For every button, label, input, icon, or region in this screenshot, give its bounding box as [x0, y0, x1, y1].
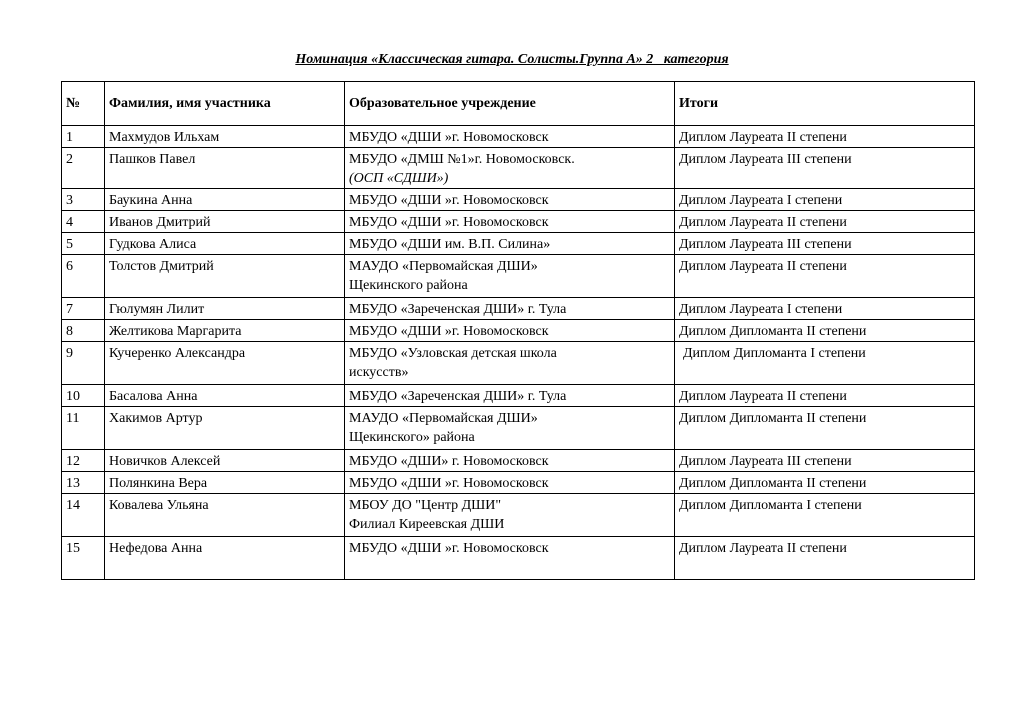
institution [345, 385, 675, 407]
institution-line: Филиал Киреевская ДШИ [349, 517, 505, 532]
institution-line: Щекинского» района [349, 430, 475, 445]
table-row [62, 342, 975, 385]
institution-line: МАУДО «Первомайская ДШИ» [349, 411, 538, 426]
institution [345, 472, 675, 494]
result: Диплом Лауреата I степени [675, 189, 975, 211]
table-row [62, 385, 975, 407]
row-num: 6 [62, 255, 105, 298]
institution-line: искусств» [349, 365, 409, 380]
participant-name: Желтикова Маргарита [105, 320, 345, 342]
institution [345, 233, 675, 255]
result: Диплом Лауреата II степени [675, 126, 975, 148]
row-num: 3 [62, 189, 105, 211]
result: Диплом Дипломанта II степени [675, 320, 975, 342]
result: Диплом Дипломанта II степени [675, 407, 975, 450]
table-row [62, 298, 975, 320]
row-num: 13 [62, 472, 105, 494]
institution-line: МБУДО «ДШИ »г. Новомосковск [349, 324, 549, 339]
header-num: № [62, 82, 105, 126]
participant-name: Гюлумян Лилит [105, 298, 345, 320]
participant-name: Толстов Дмитрий [105, 255, 345, 298]
table-row [62, 537, 975, 580]
row-num: 10 [62, 385, 105, 407]
result: Диплом Дипломанта I степени [675, 342, 975, 385]
table-row [62, 148, 975, 189]
row-num: 5 [62, 233, 105, 255]
institution-line: МБУДО «ДШИ »г. Новомосковск [349, 215, 549, 230]
institution [345, 320, 675, 342]
institution-line: МБУДО «Зареченская ДШИ» г. Тула [349, 302, 567, 317]
participant-name: Новичков Алексей [105, 450, 345, 472]
result: Диплом Лауреата II степени [675, 211, 975, 233]
institution [345, 126, 675, 148]
table-row [62, 189, 975, 211]
institution [345, 255, 675, 298]
result: Диплом Лауреата III степени [675, 148, 975, 189]
participant-name: Баукина Анна [105, 189, 345, 211]
institution-line: МБУДО «ДШИ» г. Новомосковск [349, 454, 549, 469]
institution-line: МАУДО «Первомайская ДШИ» [349, 259, 538, 274]
institution [345, 189, 675, 211]
result: Диплом Лауреата I степени [675, 298, 975, 320]
row-num: 1 [62, 126, 105, 148]
institution [345, 494, 675, 537]
table-row [62, 320, 975, 342]
institution-line: МБОУ ДО "Центр ДШИ" [349, 498, 502, 513]
institution [345, 407, 675, 450]
participant-name: Гудкова Алиса [105, 233, 345, 255]
result: Диплом Лауреата III степени [675, 450, 975, 472]
row-num: 8 [62, 320, 105, 342]
result: Диплом Лауреата II степени [675, 255, 975, 298]
result: Диплом Дипломанта I степени [675, 494, 975, 537]
header-name: Фамилия, имя участника [105, 82, 345, 126]
institution [345, 298, 675, 320]
participant-name: Нефедова Анна [105, 537, 345, 580]
table-row [62, 472, 975, 494]
table-header-row [62, 82, 975, 126]
row-num: 11 [62, 407, 105, 450]
participant-name: Полянкина Вера [105, 472, 345, 494]
institution [345, 537, 675, 580]
table-row [62, 211, 975, 233]
institution-line: МБУДО «ДШИ »г. Новомосковск [349, 541, 549, 556]
participant-name: Басалова Анна [105, 385, 345, 407]
participant-name: Иванов Дмитрий [105, 211, 345, 233]
result: Диплом Лауреата II степени [675, 385, 975, 407]
results-table [61, 81, 975, 580]
participant-name: Кучеренко Александра [105, 342, 345, 385]
institution-line: МБУДО «ДШИ »г. Новомосковск [349, 476, 549, 491]
institution [345, 148, 675, 189]
institution-line: МБУДО «ДМШ №1»г. Новомосковск. [349, 152, 575, 167]
participant-name: Ковалева Ульяна [105, 494, 345, 537]
institution [345, 211, 675, 233]
institution-line: МБУДО «ДШИ »г. Новомосковск [349, 130, 549, 145]
institution [345, 450, 675, 472]
result: Диплом Дипломанта II степени [675, 472, 975, 494]
table-row [62, 126, 975, 148]
table-row [62, 494, 975, 537]
row-num: 12 [62, 450, 105, 472]
participant-name: Махмудов Ильхам [105, 126, 345, 148]
institution-line-italic: (ОСП «СДШИ») [349, 171, 449, 186]
result: Диплом Лауреата III степени [675, 233, 975, 255]
institution-line: МБУДО «ДШИ »г. Новомосковск [349, 193, 549, 208]
header-institution: Образовательное учреждение [345, 82, 675, 126]
row-num: 9 [62, 342, 105, 385]
institution [345, 342, 675, 385]
table-row [62, 450, 975, 472]
page-title: Номинация «Классическая гитара. Солисты.Группа А» 2 категория [295, 52, 729, 67]
institution-line: МБУДО «ДШИ им. В.П. Силина» [349, 237, 551, 252]
participant-name: Хакимов Артур [105, 407, 345, 450]
row-num: 15 [62, 537, 105, 580]
table-row [62, 407, 975, 450]
institution-line: Щекинского района [349, 278, 468, 293]
row-num: 4 [62, 211, 105, 233]
institution-line: МБУДО «Узловская детская школа [349, 346, 557, 361]
table-row [62, 233, 975, 255]
result: Диплом Лауреата II степени [675, 537, 975, 580]
row-num: 14 [62, 494, 105, 537]
row-num: 7 [62, 298, 105, 320]
header-result: Итоги [675, 82, 975, 126]
table-row [62, 255, 975, 298]
row-num: 2 [62, 148, 105, 189]
participant-name: Пашков Павел [105, 148, 345, 189]
institution-line: МБУДО «Зареченская ДШИ» г. Тула [349, 389, 567, 404]
